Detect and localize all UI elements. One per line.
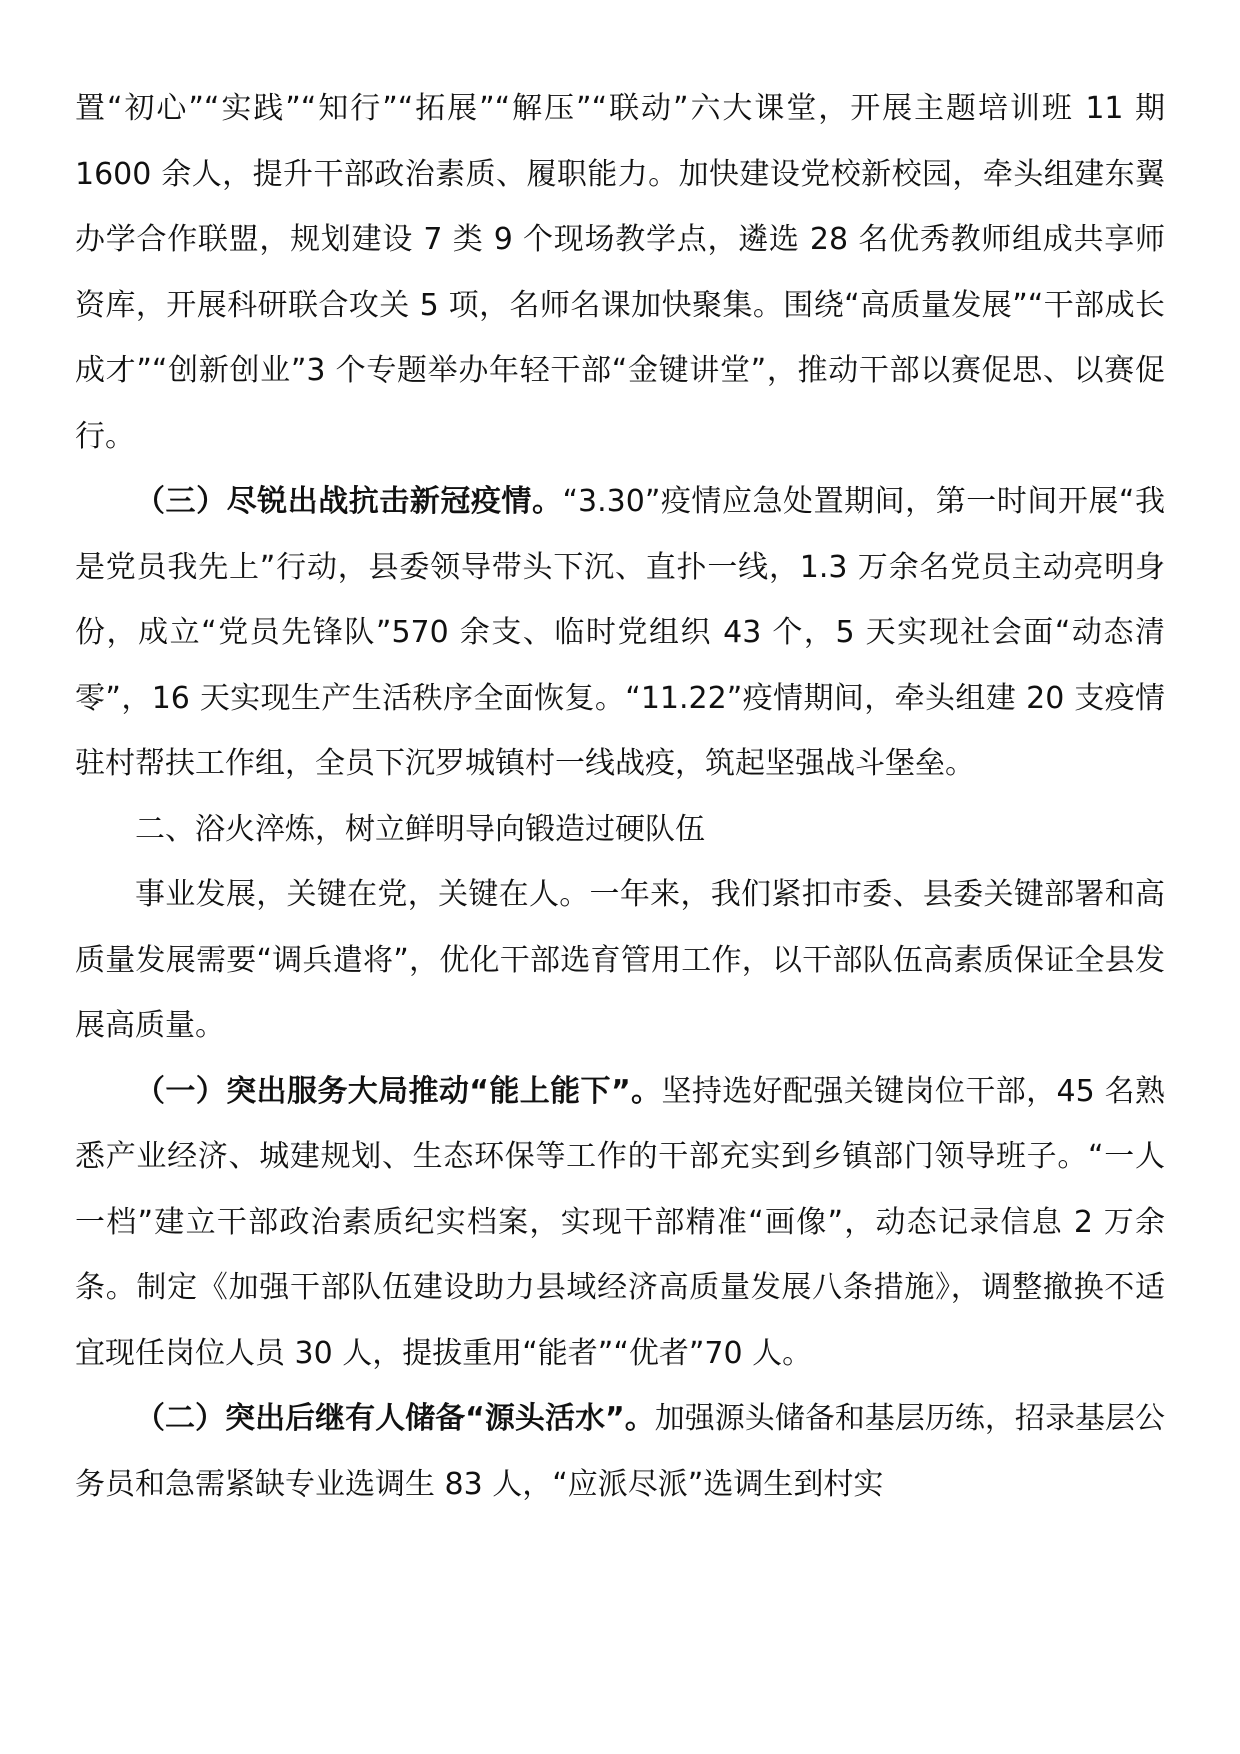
section-heading-text: 二、浴火淬炼，树立鲜明导向锻造过硬队伍	[135, 811, 705, 847]
paragraph-overall-service	[75, 1059, 1165, 1387]
paragraph-text: “3.30”疫情应急处置期间，第一时间开展“我是党员我先上”行动，县委领导带头下沉、直扑一线，1.3 万余名党员主动亮明身份，成立“党员先锋队”570 余支、临时党组织 43 个，5 天实现社会面“动态清零”，16 天实现生产生活秩序全面恢复。“11.22”疫情期间，牵头组建 20 支疫情驻村帮扶工作组，全员下沉罗城镇村一线战疫，筑起坚强战斗堡垒。	[75, 484, 1165, 781]
paragraph-lead-heading: （三）尽锐出战抗击新冠疫情。	[135, 484, 563, 519]
paragraph-text: 事业发展，关键在党，关键在人。一年来，我们紧扣市委、县委关键部署和高质量发展需要“调兵遣将”，优化干部选育管用工作，以干部队伍高素质保证全县发展高质量。	[75, 877, 1165, 1043]
paragraph-text: 置“初心”“实践”“知行”“拓展”“解压”“联动”六大课堂，开展主题培训班 11 期 1600 余人，提升干部政治素质、履职能力。加快建设党校新校园，牵头组建东翼办学合作联盟，规划建设 7 类 9 个现场教学点，遴选 28 名优秀教师组成共享师资库，开展科研联合攻关 5 项，名师名课加快聚集。围绕“高质量发展”“干部成长成才”“创新创业”3 个专题举办年轻干部“金键讲堂”，推动干部以赛促思、以赛促行。	[75, 91, 1165, 454]
paragraph-lead-heading: （二）突出后继有人储备“源头活水”。	[135, 1401, 655, 1436]
paragraph-training-classrooms	[75, 76, 1165, 469]
paragraph-text: 坚持选好配强关键岗位干部，45 名熟悉产业经济、城建规划、生态环保等工作的干部充实到乡镇部门领导班子。“一人一档”建立干部政治素质纪实档案，实现干部精准“画像”，动态记录信息 2 万余条。制定《加强干部队伍建设助力县域经济高质量发展八条措施》，调整撤换不适宜现任岗位人员 30 人，提拔重用“能者”“优者”70 人。	[75, 1073, 1166, 1371]
paragraph-succession-reserve	[75, 1386, 1165, 1517]
paragraph-epidemic-response	[75, 469, 1165, 797]
document-page	[75, 76, 1165, 1517]
paragraph-text: 加强源头储备和基层历练，招录基层公务员和急需紧缺专业选调生 83 人，“应派尽派”选调生到村实	[75, 1401, 1165, 1502]
paragraph-intro	[75, 862, 1165, 1059]
paragraph-lead-heading: （一）突出服务大局推动“能上能下”。	[135, 1073, 662, 1109]
section-heading-2	[75, 797, 1165, 863]
